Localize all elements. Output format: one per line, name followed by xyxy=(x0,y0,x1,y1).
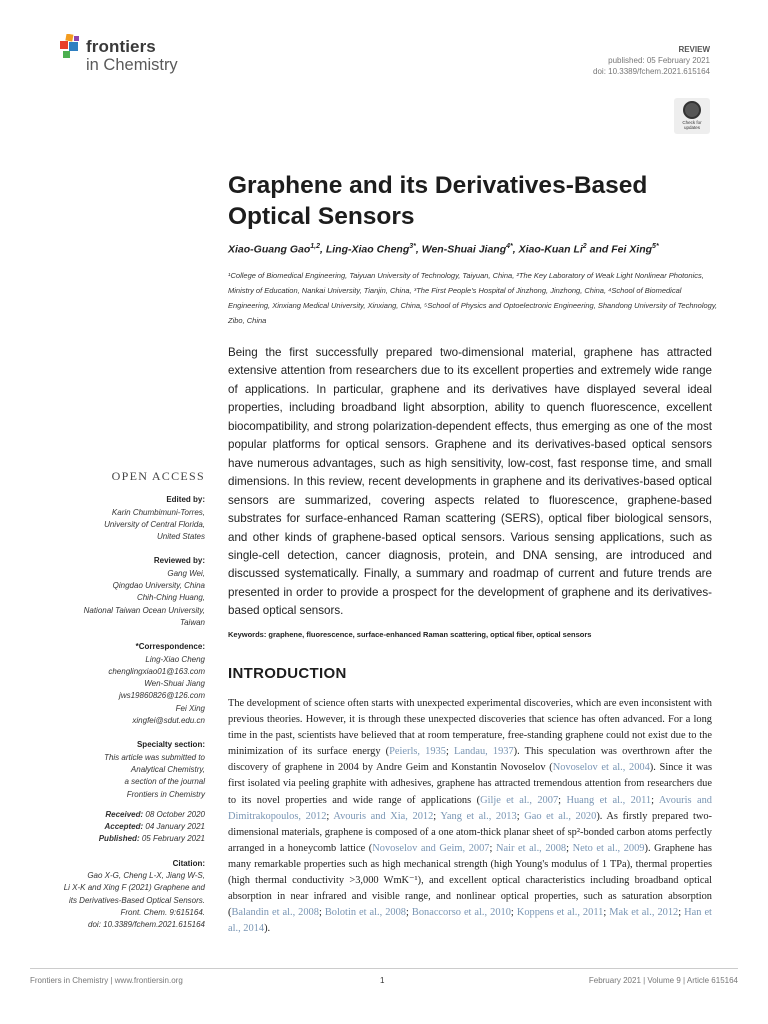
reviewer-line: Qingdao University, China xyxy=(112,581,205,591)
authors-conjunction: and xyxy=(589,243,609,256)
specialty-line: This article was submitted to xyxy=(104,752,205,762)
intro-text: ; xyxy=(678,907,685,919)
citation-link[interactable]: Yang et al., 2013 xyxy=(440,810,517,822)
specialty-line: a section of the journal xyxy=(124,777,205,787)
intro-text: ). This speculation was overthrown after the discovery of graphene in 2004 by Andre Geim and Konstantin Novoselov ( xyxy=(228,746,712,774)
abstract: Being the first successfully prepared two-dimensional material, graphene has attracted extensive attention from researchers due to its excellent properties and extremely wide range of applications. In particular, graphene and its derivatives have displayed several ideal properties, including broadband light absorption, ability to quench fluorescence, excellent biocompatibility, and strong polarization-dependent effects, thus emerging as one of the most popular platforms for optical sensors. Graphene and its derivatives-based optical sensors have numerous advantages, such as high sensitivity, low-cost, fast response time, and small dimensions. In this review, recent developments in graphene and its derivatives-based optical sensors are summarized, covering aspects related to fluorescence, graphene-based substrates for surface-enhanced Raman scattering (SERS), optical fiber biological sensors, and other kinds of graphene-based optical sensors. Various sensing applications, such as single-cell detection, cancer diagnosis, protein, and DNA sensing, are introduced and discussed systematically. Finally, a summary and roadmap of current and future trends are presented in order to provide a prospect for the development of graphene and its derivatives-based optical sensors. xyxy=(228,346,712,618)
intro-text: ; xyxy=(566,842,573,854)
intro-text: ; xyxy=(603,907,610,919)
article-type: REVIEW xyxy=(678,45,710,54)
edited-by-label: Edited by: xyxy=(166,495,205,505)
correspondent-email[interactable]: chenglingxiao01@163.com xyxy=(108,666,205,676)
intro-text: ). Since it was first isolated via peeling graphite with adhesives, graphene has attracted tremendous attention from researchers due to its novel properties and wide range of applications ( xyxy=(228,762,712,806)
author-list: Xiao-Guang Gao$^{1,2}$, Ling-Xiao Cheng$^{3*}$, Wen-Shuai Jiang$^{4*}$, Xiao-Kuan Li$^2$ and Fei Xing$^{5*}$ xyxy=(228,243,659,256)
reviewer-line: National Taiwan Ocean University, xyxy=(83,605,205,615)
citation-link[interactable]: Mak et al., 2012 xyxy=(609,907,679,919)
citation-link[interactable]: Huang et al., 2011 xyxy=(566,794,652,806)
affiliations: ¹College of Biomedical Engineering, Taiyuan University of Technology, Taiyuan, China, ²The Key Laboratory of Weak Light Nonlinear Photonics, Ministry of Education, Nankai University, Tianjin, China, ³The First People's Hospital of Jinzhong, Jinzhong, China, ⁴School of Biomedical Engineering, Xinxiang Medical University, Xinxiang, China, ⁵School of Physics and Optoelectronic Engineering, Shandong University of Technology, Zibo, China xyxy=(228,271,718,325)
published-date-line xyxy=(40,833,205,845)
editor-line: United States xyxy=(156,532,205,542)
author-affiliation-mark: 5* xyxy=(652,243,659,250)
received-label: Received: xyxy=(105,809,144,819)
citation-link[interactable]: Peierls, 1935 xyxy=(389,746,446,758)
author-name[interactable]: Fei Xing xyxy=(611,243,653,256)
introduction-paragraph xyxy=(228,696,712,937)
citation-link[interactable]: Novoselov and Geim, 2007 xyxy=(372,842,490,854)
citation-line: its Derivatives-Based Optical Sensors. xyxy=(68,895,205,905)
open-access-label: OPEN ACCESS xyxy=(111,469,205,483)
citation-line[interactable]: doi: 10.3389/fchem.2021.615164 xyxy=(88,920,205,930)
intro-text: ; xyxy=(510,907,517,919)
specialty-line: Frontiers in Chemistry xyxy=(126,789,205,799)
editor-line: University of Central Florida, xyxy=(104,519,205,529)
journal-logo[interactable] xyxy=(60,34,200,84)
reviewer-line: Taiwan xyxy=(179,617,205,627)
citation-link[interactable]: Avouris and Dimitrakopoulos, 2012 xyxy=(228,794,712,822)
citation-line: Front. Chem. 9:615164. xyxy=(120,907,205,917)
check-updates-label: Check for updates xyxy=(682,120,702,130)
intro-text: ; xyxy=(489,842,496,854)
section-heading-introduction: INTRODUCTION xyxy=(228,665,347,682)
author-affiliation-mark: 1,2 xyxy=(310,243,320,250)
citation-link[interactable]: Balandin et al., 2008 xyxy=(231,907,319,919)
received-date-line xyxy=(40,809,205,821)
correspondence-label: *Correspondence: xyxy=(135,642,205,652)
citation-link[interactable]: Gilje et al., 2007 xyxy=(480,794,559,806)
correspondent-name: Ling-Xiao Cheng xyxy=(145,654,205,664)
author-affiliation-mark: 3* xyxy=(409,243,416,250)
received-date: 08 October 2020 xyxy=(145,809,205,819)
correspondent-email[interactable]: jws19860826@126.com xyxy=(119,691,205,701)
check-updates-icon xyxy=(683,101,701,119)
published-date-sidebar: 05 February 2021 xyxy=(141,834,205,844)
keywords: Keywords: graphene, fluorescence, surface-enhanced Raman scattering, optical fiber, optical sensors xyxy=(228,630,592,639)
citation-link[interactable]: Gao et al., 2020 xyxy=(524,810,597,822)
specialty-line: Analytical Chemistry, xyxy=(130,764,205,774)
page-number: 1 xyxy=(380,976,385,985)
intro-text: ; xyxy=(558,794,567,806)
citation-link[interactable]: Bolotin et al., 2008 xyxy=(324,907,406,919)
author-affiliation-mark: 2 xyxy=(582,243,587,250)
intro-text: ; xyxy=(326,810,334,822)
correspondent-name: Fei Xing xyxy=(175,703,205,713)
published-date: published: 05 February 2021 xyxy=(608,56,710,65)
intro-text: ). xyxy=(264,923,271,935)
correspondent-name: Wen-Shuai Jiang xyxy=(144,679,205,689)
footer-divider xyxy=(30,968,738,969)
intro-text: ; xyxy=(445,746,454,758)
citation-link[interactable]: Novoselov et al., 2004 xyxy=(552,762,650,774)
intro-text: ; xyxy=(651,794,659,806)
citation-link[interactable]: Bonaccorso et al., 2010 xyxy=(411,907,511,919)
article-info-sidebar xyxy=(40,470,205,932)
citation-label: Citation: xyxy=(172,858,205,868)
citation-link[interactable]: Koppens et al., 2011 xyxy=(516,907,604,919)
accepted-date-line xyxy=(40,821,205,833)
editor-line: Karin Chumbimuni-Torres, xyxy=(111,507,205,517)
citation-link[interactable]: Avouris and Xia, 2012 xyxy=(333,810,434,822)
reviewed-by-label: Reviewed by: xyxy=(153,556,205,566)
article-doi[interactable]: doi: 10.3389/fchem.2021.615164 xyxy=(593,67,710,76)
reviewer-line: Gang Wei, xyxy=(167,568,205,578)
citation-link[interactable]: Landau, 1937 xyxy=(453,746,514,758)
logo-text-frontiers: frontiers xyxy=(86,37,156,56)
intro-text: ; xyxy=(516,810,525,822)
citation-link[interactable]: Neto et al., 2009 xyxy=(572,842,645,854)
intro-text: ; xyxy=(433,810,441,822)
footer-issue-info: February 2021 | Volume 9 | Article 615164 xyxy=(588,976,738,985)
intro-text: ). As firstly prepared two-dimensional materials, graphene is composed of a one atom-thick planar sheet of sp²-bonded carbon atoms perfectly arranged in a honeycomb lattice ( xyxy=(228,810,713,854)
frontiers-logo-icon xyxy=(60,34,84,60)
specialty-section-label: Specialty section: xyxy=(136,740,205,750)
citation-link[interactable]: Han et al., 2014 xyxy=(228,907,712,935)
intro-text: The development of science often starts with unexpected experimental discoveries, which are even inconsistent with previous theories. However, it is through these unexpected discoveries that science has often advanced. For a long time in the past, scientists have believed that at room temperature, free-standing graphene could not exist due to the minimization of its surface energy ( xyxy=(228,698,712,758)
intro-text: ; xyxy=(318,907,325,919)
intro-text: ). Graphene has many remarkable properties such as high mechanical strength (high Young's modulus of 1 TPa), thermal properties (high thermal conductivity >3,000 WmK⁻¹), and excellent optical characteristics including broadband optical absorption in near infrared and visible range, and nonlinear optical properties, such as saturation absorption ( xyxy=(228,842,712,919)
correspondent-email[interactable]: xingfei@sdut.edu.cn xyxy=(132,716,205,726)
logo-text-journal: in Chemistry xyxy=(86,56,178,74)
author-affiliation-mark: 4* xyxy=(506,243,513,250)
published-label: Published: xyxy=(98,834,140,844)
article-title: Graphene and its Derivatives-Based Optical Sensors xyxy=(228,172,648,230)
accepted-label: Accepted: xyxy=(104,822,144,832)
check-for-updates-badge[interactable] xyxy=(674,98,710,134)
reviewer-line: Chih-Ching Huang, xyxy=(136,593,205,603)
author-name[interactable]: Ling-Xiao Cheng xyxy=(325,243,410,256)
author-name[interactable]: Xiao-Guang Gao xyxy=(228,243,311,256)
citation-line: Gao X-G, Cheng L-X, Jiang W-S, xyxy=(87,871,205,881)
accepted-date: 04 January 2021 xyxy=(145,822,205,832)
citation-link[interactable]: Nair et al., 2008 xyxy=(495,842,567,854)
intro-text: ; xyxy=(406,907,412,919)
author-name[interactable]: Xiao-Kuan Li xyxy=(518,243,583,256)
citation-line: Li X-K and Xing F (2021) Graphene and xyxy=(63,883,205,893)
footer-journal-link[interactable]: Frontiers in Chemistry | www.frontiersin.org xyxy=(30,976,183,985)
author-name[interactable]: Wen-Shuai Jiang xyxy=(421,243,507,256)
